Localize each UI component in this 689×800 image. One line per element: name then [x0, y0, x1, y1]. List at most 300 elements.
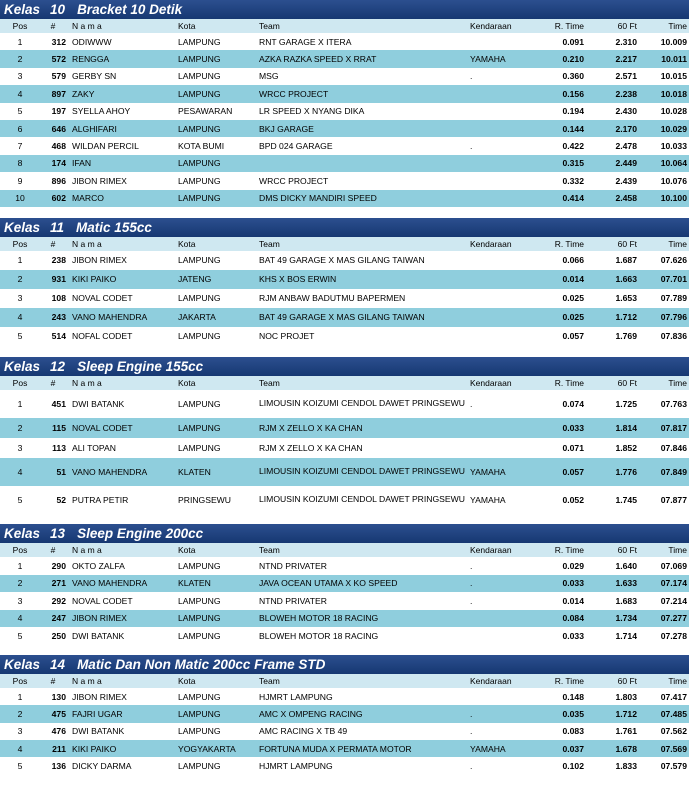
cell-ft60: 1.653: [615, 293, 637, 304]
header-num: #: [50, 377, 56, 388]
cell-nama: DICKY DARMA: [72, 761, 132, 772]
header-time: Time: [668, 544, 687, 555]
section-gap: [0, 346, 689, 357]
cell-kota: YOGYAKARTA: [178, 743, 236, 754]
class-name: Bracket 10 Detik: [77, 2, 183, 17]
header-rtime: R. Time: [554, 675, 584, 686]
table-header: [0, 376, 689, 390]
cell-nama: VANO MAHENDRA: [72, 466, 148, 477]
cell-pos: 2: [17, 54, 23, 65]
header-kota: Kota: [178, 21, 196, 31]
cell-num: 931: [51, 274, 66, 285]
cell-kota: KLATEN: [178, 578, 211, 589]
cell-team: DMS DICKY MANDIRI SPEED: [259, 193, 377, 204]
cell-nama: KIKI PAIKO: [72, 274, 117, 285]
header-team: Team: [259, 377, 280, 388]
table-row: [0, 190, 689, 207]
cell-kendaraan: .: [470, 71, 473, 82]
cell-kota: LAMPUNG: [178, 293, 221, 304]
header-kendaraan: Kendaraan: [470, 21, 512, 31]
class-name: Sleep Engine 200cc: [77, 525, 204, 541]
cell-num: 602: [51, 193, 66, 204]
cell-rtime: 0.066: [562, 255, 584, 266]
cell-num: 896: [51, 175, 66, 186]
cell-pos: 10: [15, 193, 25, 204]
cell-ft60: 1.663: [615, 274, 637, 285]
cell-team: BKJ GARAGE: [259, 123, 314, 134]
cell-ft60: 1.814: [615, 422, 637, 433]
table-row: [0, 289, 689, 308]
class-title: [0, 524, 689, 543]
cell-team: NTND PRIVATER: [259, 560, 327, 571]
cell-time: 07.701: [660, 274, 687, 285]
cell-rtime: 0.037: [562, 743, 584, 754]
cell-ft60: 1.683: [615, 595, 637, 606]
cell-time: 07.846: [660, 442, 687, 453]
cell-time: 07.817: [660, 422, 687, 433]
cell-pos: 1: [17, 398, 23, 409]
cell-rtime: 0.057: [562, 331, 584, 342]
table-row: [0, 575, 689, 593]
cell-rtime: 0.035: [562, 708, 584, 719]
header-rtime: R. Time: [554, 238, 584, 249]
header-rtime: R. Time: [554, 21, 584, 31]
cell-kendaraan: YAMAHA: [470, 743, 506, 754]
cell-team: LIMOUSIN KOIZUMI CENDOL DAWET PRINGSEWU: [259, 494, 465, 505]
cell-time: 07.277: [660, 613, 687, 624]
cell-team: AMC RACING X TB 49: [259, 726, 348, 737]
table-header: [0, 237, 689, 251]
cell-rtime: 0.014: [562, 274, 584, 285]
cell-kendaraan: .: [470, 141, 473, 152]
cell-team: BAT 49 GARAGE X MAS GILANG TAIWAN: [259, 312, 425, 323]
cell-nama: KIKI PAIKO: [72, 743, 117, 754]
cell-num: 312: [51, 36, 66, 47]
cell-pos: 7: [17, 141, 23, 152]
cell-pos: 5: [17, 331, 23, 342]
cell-ft60: 2.439: [615, 175, 637, 186]
cell-time: 10.011: [661, 54, 687, 65]
table-row: [0, 705, 689, 722]
cell-rtime: 0.025: [562, 312, 584, 323]
cell-ft60: 1.725: [615, 398, 637, 409]
cell-kota: LAMPUNG: [178, 88, 221, 99]
cell-num: 243: [51, 312, 66, 323]
header-kota: Kota: [178, 544, 196, 555]
cell-nama: ODIWWW: [72, 36, 112, 47]
cell-num: 108: [51, 293, 66, 304]
cell-nama: PUTRA PETIR: [72, 494, 129, 505]
cell-kota: KOTA BUMI: [178, 141, 225, 152]
cell-kota: PESAWARAN: [178, 106, 233, 117]
cell-team: WRCC PROJECT: [259, 175, 329, 186]
cell-kota: LAMPUNG: [178, 331, 221, 342]
table-row: [0, 85, 689, 102]
header-time: Time: [668, 675, 687, 686]
cell-nama: ALI TOPAN: [72, 442, 116, 453]
cell-ft60: 1.714: [615, 631, 637, 642]
class-number: 12: [50, 358, 66, 374]
cell-team: RJM X ZELLO X KA CHAN: [259, 442, 363, 453]
cell-rtime: 0.083: [562, 726, 584, 737]
section-gap: [0, 645, 689, 655]
cell-time: 10.009: [660, 36, 687, 47]
cell-ft60: 1.852: [615, 442, 637, 453]
cell-num: 247: [51, 613, 66, 624]
cell-kota: LAMPUNG: [178, 123, 221, 134]
header-num: #: [50, 544, 56, 555]
cell-team: LIMOUSIN KOIZUMI CENDOL DAWET PRINGSEWU: [259, 466, 465, 477]
cell-num: 468: [51, 141, 66, 152]
table-row: [0, 308, 689, 327]
section-gap: [0, 514, 689, 524]
cell-nama: ALGHIFARI: [72, 123, 117, 134]
cell-nama: NOVAL CODET: [72, 293, 133, 304]
table-row: [0, 103, 689, 120]
header-num: #: [50, 675, 56, 686]
cell-time: 07.836: [660, 331, 687, 342]
cell-time: 10.076: [660, 175, 687, 186]
header-kendaraan: Kendaraan: [470, 544, 512, 555]
cell-ft60: 2.217: [615, 54, 637, 65]
header-time: Time: [668, 377, 687, 388]
cell-pos: 1: [17, 691, 23, 702]
class-keyword: Kelas: [4, 2, 41, 17]
cell-kota: LAMPUNG: [178, 708, 221, 719]
cell-rtime: 0.029: [562, 560, 584, 571]
cell-team: RJM X ZELLO X KA CHAN: [259, 422, 363, 433]
table-row: [0, 327, 689, 346]
table-row: [0, 486, 689, 514]
cell-team: FORTUNA MUDA X PERMATA MOTOR: [259, 743, 412, 754]
cell-team: WRCC PROJECT: [259, 88, 329, 99]
cell-time: 10.015: [660, 71, 687, 82]
cell-num: 197: [51, 106, 66, 117]
cell-nama: OKTO ZALFA: [72, 560, 125, 571]
cell-time: 07.626: [660, 255, 687, 266]
header-pos: Pos: [12, 238, 28, 249]
header-ft60: 60 Ft: [617, 238, 637, 249]
cell-rtime: 0.102: [562, 761, 584, 772]
cell-pos: 1: [17, 560, 23, 571]
cell-kendaraan: .: [470, 578, 473, 589]
class-section: [0, 655, 689, 775]
cell-kendaraan: .: [470, 398, 473, 409]
table-row: [0, 137, 689, 154]
cell-ft60: 2.571: [615, 71, 637, 82]
class-keyword: Kelas: [4, 358, 41, 374]
class-section: [0, 0, 689, 207]
header-nama: N a m a: [72, 238, 102, 249]
cell-num: 211: [52, 743, 66, 754]
cell-pos: 4: [17, 613, 23, 624]
cell-ft60: 1.687: [615, 255, 637, 266]
table-row: [0, 557, 689, 575]
header-kendaraan: Kendaraan: [470, 675, 512, 686]
table-row: [0, 610, 689, 628]
cell-time: 10.029: [660, 123, 687, 134]
cell-num: 174: [51, 158, 66, 169]
table-row: [0, 155, 689, 172]
header-time: Time: [668, 238, 687, 249]
cell-team: LR SPEED X NYANG DIKA: [259, 106, 365, 117]
cell-time: 10.064: [660, 158, 687, 169]
cell-kota: LAMPUNG: [178, 595, 221, 606]
table-row: [0, 120, 689, 137]
cell-pos: 9: [17, 175, 23, 186]
cell-pos: 3: [17, 71, 23, 82]
cell-time: 10.018: [660, 88, 687, 99]
cell-kota: LAMPUNG: [178, 631, 221, 642]
cell-pos: 3: [17, 595, 23, 606]
cell-kendaraan: .: [470, 726, 473, 737]
cell-ft60: 1.712: [615, 312, 637, 323]
cell-num: 476: [51, 726, 66, 737]
cell-nama: NOVAL CODET: [72, 422, 133, 433]
cell-kota: LAMPUNG: [178, 613, 221, 624]
cell-rtime: 0.144: [562, 123, 584, 134]
header-kendaraan: Kendaraan: [470, 377, 512, 388]
cell-num: 514: [51, 331, 66, 342]
cell-time: 07.877: [660, 494, 687, 505]
cell-rtime: 0.091: [562, 36, 584, 47]
class-title: [0, 218, 689, 237]
cell-team: NOC PROJET: [259, 331, 315, 342]
table-row: [0, 172, 689, 189]
header-nama: N a m a: [72, 675, 102, 686]
table-row: [0, 627, 689, 645]
cell-nama: DWI BATANK: [72, 631, 125, 642]
header-kota: Kota: [178, 675, 196, 686]
cell-rtime: 0.074: [562, 398, 584, 409]
cell-rtime: 0.033: [562, 578, 584, 589]
cell-rtime: 0.414: [562, 193, 584, 204]
table-row: [0, 740, 689, 757]
table-header: [0, 543, 689, 557]
cell-kota: LAMPUNG: [178, 54, 221, 65]
cell-team: LIMOUSIN KOIZUMI CENDOL DAWET PRINGSEWU: [259, 398, 465, 409]
cell-team: AMC X OMPENG RACING: [259, 708, 363, 719]
cell-pos: 5: [17, 494, 23, 505]
header-team: Team: [259, 238, 280, 249]
cell-time: 10.028: [660, 106, 687, 117]
header-nama: N a m a: [72, 544, 102, 555]
cell-num: 238: [51, 255, 66, 266]
cell-time: 07.579: [660, 761, 687, 772]
cell-ft60: 2.449: [615, 158, 637, 169]
table-row: [0, 270, 689, 289]
cell-rtime: 0.033: [562, 422, 584, 433]
cell-kota: LAMPUNG: [178, 158, 221, 169]
cell-kota: LAMPUNG: [178, 398, 221, 409]
cell-nama: DWI BATANK: [72, 398, 125, 409]
table-row: [0, 68, 689, 85]
class-keyword: Kelas: [4, 219, 41, 235]
cell-kota: JATENG: [178, 274, 212, 285]
cell-rtime: 0.084: [562, 613, 584, 624]
cell-pos: 6: [17, 123, 23, 134]
class-title: [0, 0, 689, 19]
cell-team: AZKA RAZKA SPEED X RRAT: [259, 54, 377, 65]
header-rtime: R. Time: [554, 377, 584, 388]
cell-time: 07.789: [660, 293, 687, 304]
cell-time: 07.278: [660, 631, 687, 642]
cell-team: BAT 49 GARAGE X MAS GILANG TAIWAN: [259, 255, 425, 266]
header-ft60: 60 Ft: [617, 675, 637, 686]
cell-team: RJM ANBAW BADUTMU BAPERMEN: [259, 293, 406, 304]
cell-pos: 2: [17, 274, 23, 285]
cell-time: 07.485: [660, 708, 687, 719]
cell-num: 292: [51, 595, 66, 606]
cell-kota: LAMPUNG: [178, 761, 221, 772]
table-header: [0, 674, 689, 688]
cell-ft60: 1.712: [615, 708, 637, 719]
cell-nama: JIBON RIMEX: [72, 255, 127, 266]
cell-kota: PRINGSEWU: [178, 494, 231, 505]
cell-kendaraan: YAMAHA: [470, 466, 506, 477]
cell-num: 897: [51, 88, 66, 99]
header-pos: Pos: [12, 377, 28, 388]
header-kota: Kota: [178, 238, 196, 249]
class-title: [0, 655, 689, 674]
cell-nama: MARCO: [72, 193, 104, 204]
header-nama: N a m a: [72, 377, 102, 388]
cell-num: 52: [56, 494, 66, 505]
class-number: 14: [50, 656, 66, 672]
cell-rtime: 0.332: [562, 175, 584, 186]
cell-ft60: 1.803: [615, 691, 637, 702]
cell-pos: 2: [17, 708, 23, 719]
cell-kota: JAKARTA: [178, 312, 216, 323]
cell-pos: 8: [17, 158, 23, 169]
cell-nama: RENGGA: [72, 54, 110, 65]
cell-nama: IFAN: [72, 158, 92, 169]
table-row: [0, 33, 689, 50]
class-title: [0, 357, 689, 376]
section-gap: [0, 207, 689, 218]
cell-rtime: 0.148: [562, 691, 584, 702]
cell-kota: LAMPUNG: [178, 71, 221, 82]
cell-time: 07.796: [660, 312, 687, 323]
cell-kendaraan: .: [470, 560, 473, 571]
cell-rtime: 0.014: [562, 595, 584, 606]
cell-num: 290: [51, 560, 66, 571]
class-number: 13: [50, 525, 66, 541]
cell-pos: 5: [17, 106, 23, 117]
cell-team: JAVA OCEAN UTAMA X KO SPEED: [259, 578, 398, 589]
cell-rtime: 0.033: [562, 631, 584, 642]
class-section: [0, 357, 689, 514]
cell-rtime: 0.422: [562, 141, 584, 152]
header-num: #: [50, 21, 56, 31]
cell-ft60: 1.769: [615, 331, 637, 342]
header-time: Time: [668, 21, 687, 31]
cell-num: 271: [51, 578, 66, 589]
cell-pos: 1: [17, 255, 23, 266]
cell-pos: 2: [17, 578, 23, 589]
cell-kota: LAMPUNG: [178, 691, 221, 702]
cell-nama: SYELLA AHOY: [72, 106, 131, 117]
cell-kota: LAMPUNG: [178, 442, 221, 453]
cell-pos: 3: [17, 442, 23, 453]
cell-rtime: 0.315: [562, 158, 584, 169]
cell-nama: JIBON RIMEX: [72, 175, 127, 186]
cell-pos: 5: [17, 631, 23, 642]
cell-time: 07.069: [660, 560, 687, 571]
cell-rtime: 0.071: [562, 442, 584, 453]
cell-pos: 3: [17, 726, 23, 737]
cell-ft60: 1.640: [615, 560, 637, 571]
cell-nama: FAJRI UGAR: [72, 708, 123, 719]
cell-ft60: 1.833: [615, 761, 637, 772]
cell-kota: LAMPUNG: [178, 255, 221, 266]
cell-nama: ZAKY: [72, 88, 95, 99]
class-keyword: Kelas: [4, 656, 41, 672]
header-team: Team: [259, 675, 280, 686]
cell-pos: 4: [17, 88, 23, 99]
cell-nama: NOFAL CODET: [72, 331, 133, 342]
cell-pos: 1: [17, 36, 23, 47]
cell-num: 475: [51, 708, 66, 719]
cell-team: HJMRT LAMPUNG: [259, 761, 333, 772]
header-ft60: 60 Ft: [617, 377, 637, 388]
class-number: 11: [50, 219, 65, 235]
cell-num: 250: [51, 631, 66, 642]
header-pos: Pos: [12, 544, 28, 555]
cell-pos: 2: [17, 422, 23, 433]
cell-kota: LAMPUNG: [178, 36, 221, 47]
header-rtime: R. Time: [554, 544, 584, 555]
cell-time: 07.763: [660, 398, 687, 409]
cell-rtime: 0.025: [562, 293, 584, 304]
cell-kendaraan: .: [470, 708, 473, 719]
cell-team: HJMRT LAMPUNG: [259, 691, 333, 702]
cell-time: 07.569: [660, 743, 687, 754]
cell-num: 579: [51, 71, 66, 82]
cell-team: NTND PRIVATER: [259, 595, 327, 606]
cell-nama: DWI BATANK: [72, 726, 125, 737]
cell-ft60: 1.678: [615, 743, 637, 754]
cell-nama: VANO MAHENDRA: [72, 578, 148, 589]
table-row: [0, 251, 689, 270]
cell-num: 451: [51, 398, 66, 409]
cell-team: BLOWEH MOTOR 18 RACING: [259, 613, 379, 624]
cell-pos: 4: [17, 743, 23, 754]
cell-ft60: 1.734: [615, 613, 637, 624]
header-team: Team: [259, 21, 280, 31]
cell-team: RNT GARAGE X ITERA: [259, 36, 352, 47]
cell-ft60: 1.745: [615, 494, 637, 505]
cell-kendaraan: .: [470, 761, 473, 772]
cell-time: 10.100: [660, 193, 687, 204]
cell-time: 07.214: [660, 595, 687, 606]
cell-team: BLOWEH MOTOR 18 RACING: [259, 631, 379, 642]
cell-num: 136: [51, 761, 66, 772]
table-row: [0, 757, 689, 774]
cell-pos: 4: [17, 312, 23, 323]
table-row: [0, 723, 689, 740]
header-team: Team: [259, 544, 280, 555]
cell-rtime: 0.052: [562, 494, 584, 505]
cell-num: 115: [52, 422, 66, 433]
cell-kota: LAMPUNG: [178, 422, 221, 433]
cell-rtime: 0.057: [562, 466, 584, 477]
header-kota: Kota: [178, 377, 196, 388]
cell-kota: LAMPUNG: [178, 726, 221, 737]
cell-ft60: 2.170: [615, 123, 637, 134]
table-row: [0, 418, 689, 438]
table-row: [0, 438, 689, 458]
